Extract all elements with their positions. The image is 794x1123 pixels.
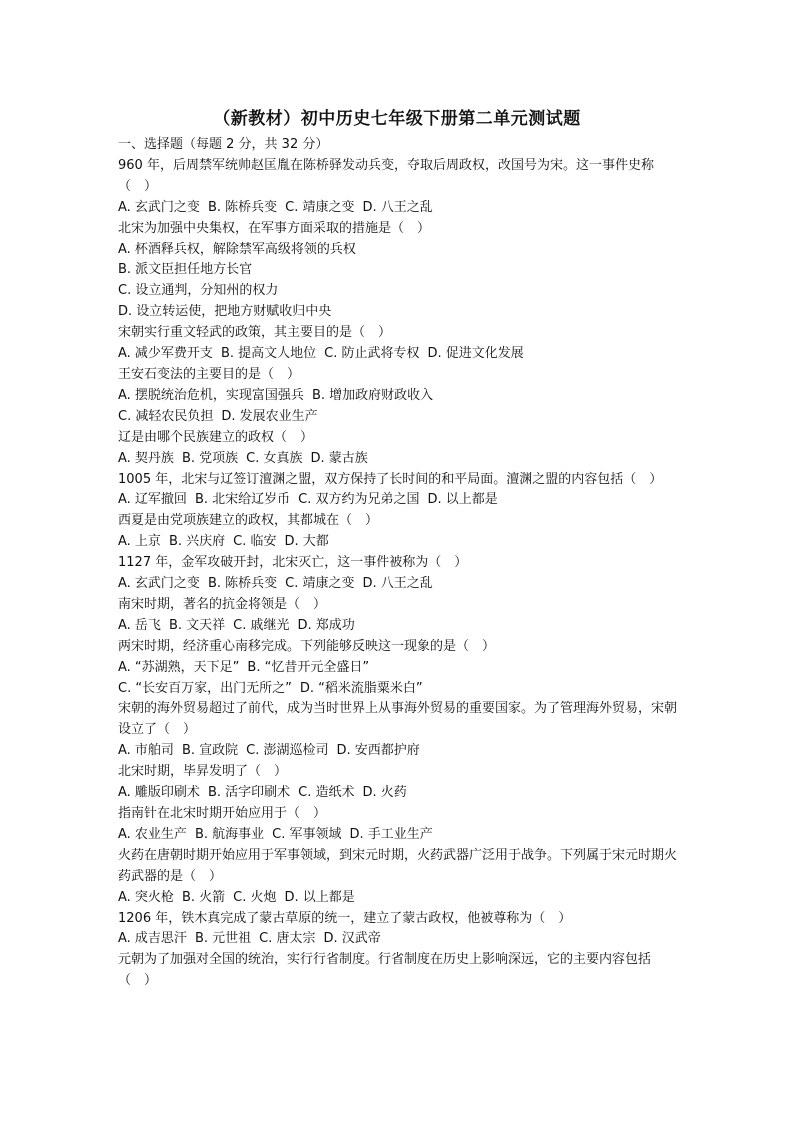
- answer-option: D. 大都: [284, 534, 329, 550]
- option-row: [118, 302, 683, 323]
- answer-option: B. 火箭: [181, 889, 226, 905]
- answer-option: C. 唐太宗: [259, 931, 316, 947]
- answer-option: A. 减少军费开支: [118, 346, 213, 362]
- question-item: [118, 804, 683, 846]
- option-row: [118, 198, 683, 219]
- option-row: [118, 407, 683, 428]
- answer-option: D. 郑成功: [297, 617, 355, 633]
- answer-option: B. 北宋给辽岁币: [194, 492, 291, 508]
- option-row: [118, 532, 683, 553]
- question-item: [118, 511, 683, 553]
- question-stem: 北宋为加强中央集权，在军事方面采取的措施是（ ）: [118, 220, 431, 236]
- option-row: [118, 825, 683, 846]
- answer-option: A. 摆脱统治危机，实现富国强兵: [118, 387, 304, 403]
- option-row: [118, 929, 683, 950]
- answer-option: D. “稻米流脂粟米白”: [299, 680, 423, 696]
- answer-option: B. 陈桥兵变: [207, 576, 278, 592]
- answer-option: C. 双方约为兄弟之国: [298, 492, 420, 508]
- option-row: [118, 783, 683, 804]
- answer-option: C. 火炮: [233, 889, 277, 905]
- section-heading: 一、选择题（每题 2 分，共 32 分）: [118, 137, 329, 152]
- answer-option: D. 八王之乱: [362, 199, 433, 215]
- question-stem: 北宋时期，毕昇发明了（ ）: [118, 764, 288, 780]
- question-list: [118, 135, 683, 992]
- question-item: [118, 156, 683, 219]
- answer-option: D. 设立转运使，把地方财赋收归中央: [118, 304, 332, 320]
- answer-option: D. 手工业生产: [349, 826, 433, 842]
- answer-option: B. 文天祥: [168, 617, 226, 633]
- answer-option: D. 八王之乱: [362, 576, 433, 592]
- answer-option: D. 促进文化发展: [427, 346, 524, 362]
- answer-option: B. 党项族: [181, 450, 239, 466]
- answer-option: B. 陈桥兵变: [207, 199, 278, 215]
- answer-option: B. 活字印刷术: [207, 785, 291, 801]
- answer-option: A. 岳飞: [118, 617, 161, 633]
- answer-option: A. 突火枪: [118, 889, 174, 905]
- answer-option: D. 以上都是: [284, 889, 355, 905]
- question-stem: 西夏是由党项族建立的政权，其都城在（ ）: [118, 513, 379, 529]
- question-item: [118, 699, 683, 762]
- answer-option: A. 辽军撤回: [118, 492, 187, 508]
- answer-option: D. 发展农业生产: [221, 408, 318, 424]
- question-item: [118, 219, 683, 324]
- answer-option: B. 兴庆府: [168, 534, 226, 550]
- question-stem: 宋朝实行重文轻武的政策，其主要目的是（ ）: [118, 325, 392, 341]
- option-row: [118, 281, 683, 302]
- answer-option: C. 澎湖巡检司: [246, 743, 329, 759]
- answer-option: D. 火药: [362, 785, 407, 801]
- option-row: [118, 658, 683, 679]
- answer-option: D. 以上都是: [427, 492, 498, 508]
- question-item: [118, 595, 683, 637]
- answer-option: C. 靖康之变: [285, 576, 355, 592]
- answer-option: C. 女真族: [246, 450, 303, 466]
- answer-option: B. 元世祖: [194, 931, 252, 947]
- question-stem: 王安石变法的主要目的是（ ）: [118, 366, 301, 382]
- option-row: [118, 679, 683, 700]
- question-stem: 两宋时期，经济重心南移完成。下列能够反映这一现象的是（ ）: [118, 638, 496, 654]
- answer-option: A. 成吉思汗: [118, 931, 187, 947]
- question-stem: 火药在唐朝时期开始应用于军事领域，到宋元时期，火药武器广泛用于战争。下列属于宋元时期火药武器的是（ ）: [118, 847, 678, 884]
- question-stem: 辽是由哪个民族建立的政权（ ）: [118, 429, 314, 445]
- question-stem: 南宋时期，著名的抗金将领是（ ）: [118, 596, 327, 612]
- option-row: [118, 344, 683, 365]
- answer-option: C. 防止武将专权: [324, 346, 420, 362]
- question-stem: 元朝为了加强对全国的统治，实行行省制度。行省制度在历史上影响深远，它的主要内容包括（ ）: [118, 952, 652, 989]
- option-row: [118, 449, 683, 470]
- option-row: [118, 616, 683, 637]
- answer-option: C. 设立通判，分知州的权力: [118, 283, 279, 299]
- answer-option: D. 汉武帝: [323, 931, 381, 947]
- question-item: [118, 470, 683, 512]
- option-row: [118, 490, 683, 511]
- answer-option: A. 市舶司: [118, 743, 174, 759]
- answer-option: B. 航海事业: [194, 826, 265, 842]
- question-item: [118, 323, 683, 365]
- answer-option: C. 临安: [233, 534, 277, 550]
- question-item: [118, 909, 683, 951]
- question-stem: 1005 年，北宋与辽签订澶渊之盟，双方保持了长时间的和平局面。澶渊之盟的内容包括（ ）: [118, 471, 663, 487]
- answer-option: B. 增加政府财政收入: [311, 387, 434, 403]
- question-stem: 指南针在北宋时期开始应用于（ ）: [118, 806, 327, 821]
- answer-option: A. 契丹族: [118, 450, 174, 466]
- answer-option: B. 宣政院: [181, 743, 239, 759]
- option-row: [118, 386, 683, 407]
- question-stem: 1206 年，铁木真完成了蒙古草原的统一，建立了蒙古政权，他被尊称为（ ）: [118, 910, 572, 926]
- answer-option: A. “苏湖熟，天下足”: [118, 659, 240, 675]
- option-row: [118, 574, 683, 595]
- question-item: [118, 846, 683, 909]
- question-item: [118, 950, 683, 992]
- question-item: [118, 637, 683, 700]
- question-item: [118, 428, 683, 470]
- question-item: [118, 365, 683, 428]
- question-stem: 1127 年，金军攻破开封，北宋灭亡，这一事件被称为（ ）: [118, 555, 468, 571]
- question-item: [118, 762, 683, 804]
- answer-option: A. 上京: [118, 534, 161, 550]
- answer-option: C. 靖康之变: [285, 199, 355, 215]
- answer-option: A. 玄武门之变: [118, 199, 200, 215]
- answer-option: A. 玄武门之变: [118, 576, 200, 592]
- answer-option: A. 农业生产: [118, 826, 187, 842]
- option-row: [118, 888, 683, 909]
- answer-option: C. 军事领域: [272, 826, 342, 842]
- question-stem: 960 年，后周禁军统帅赵匡胤在陈桥驿发动兵变，夺取后周政权，改国号为宋。这一事件史称（ ）: [118, 157, 654, 194]
- answer-option: C. 戚继光: [233, 617, 290, 633]
- answer-option: D. 安西都护府: [336, 743, 420, 759]
- option-row: [118, 741, 683, 762]
- document-title: （新教材）初中历史七年级下册第二单元测试题: [213, 109, 581, 129]
- answer-option: B. 派文臣担任地方长官: [118, 262, 253, 278]
- answer-option: A. 杯酒释兵权，解除禁军高级将领的兵权: [118, 241, 356, 257]
- option-row: [118, 240, 683, 261]
- answer-option: C. “长安百万家，出门无所之”: [118, 680, 292, 696]
- question-stem: 宋朝的海外贸易超过了前代，成为当时世界上从事海外贸易的重要国家。为了管理海外贸易，宋朝设立了（ ）: [118, 701, 678, 738]
- answer-option: B. 提高文人地位: [220, 346, 317, 362]
- answer-option: B. “忆昔开元全盛日”: [247, 659, 370, 675]
- answer-option: C. 造纸术: [298, 785, 355, 801]
- answer-option: A. 雕版印刷术: [118, 785, 200, 801]
- answer-option: C. 减轻农民负担: [118, 408, 214, 424]
- answer-option: D. 蒙古族: [310, 450, 368, 466]
- question-item: [118, 553, 683, 595]
- option-row: [118, 260, 683, 281]
